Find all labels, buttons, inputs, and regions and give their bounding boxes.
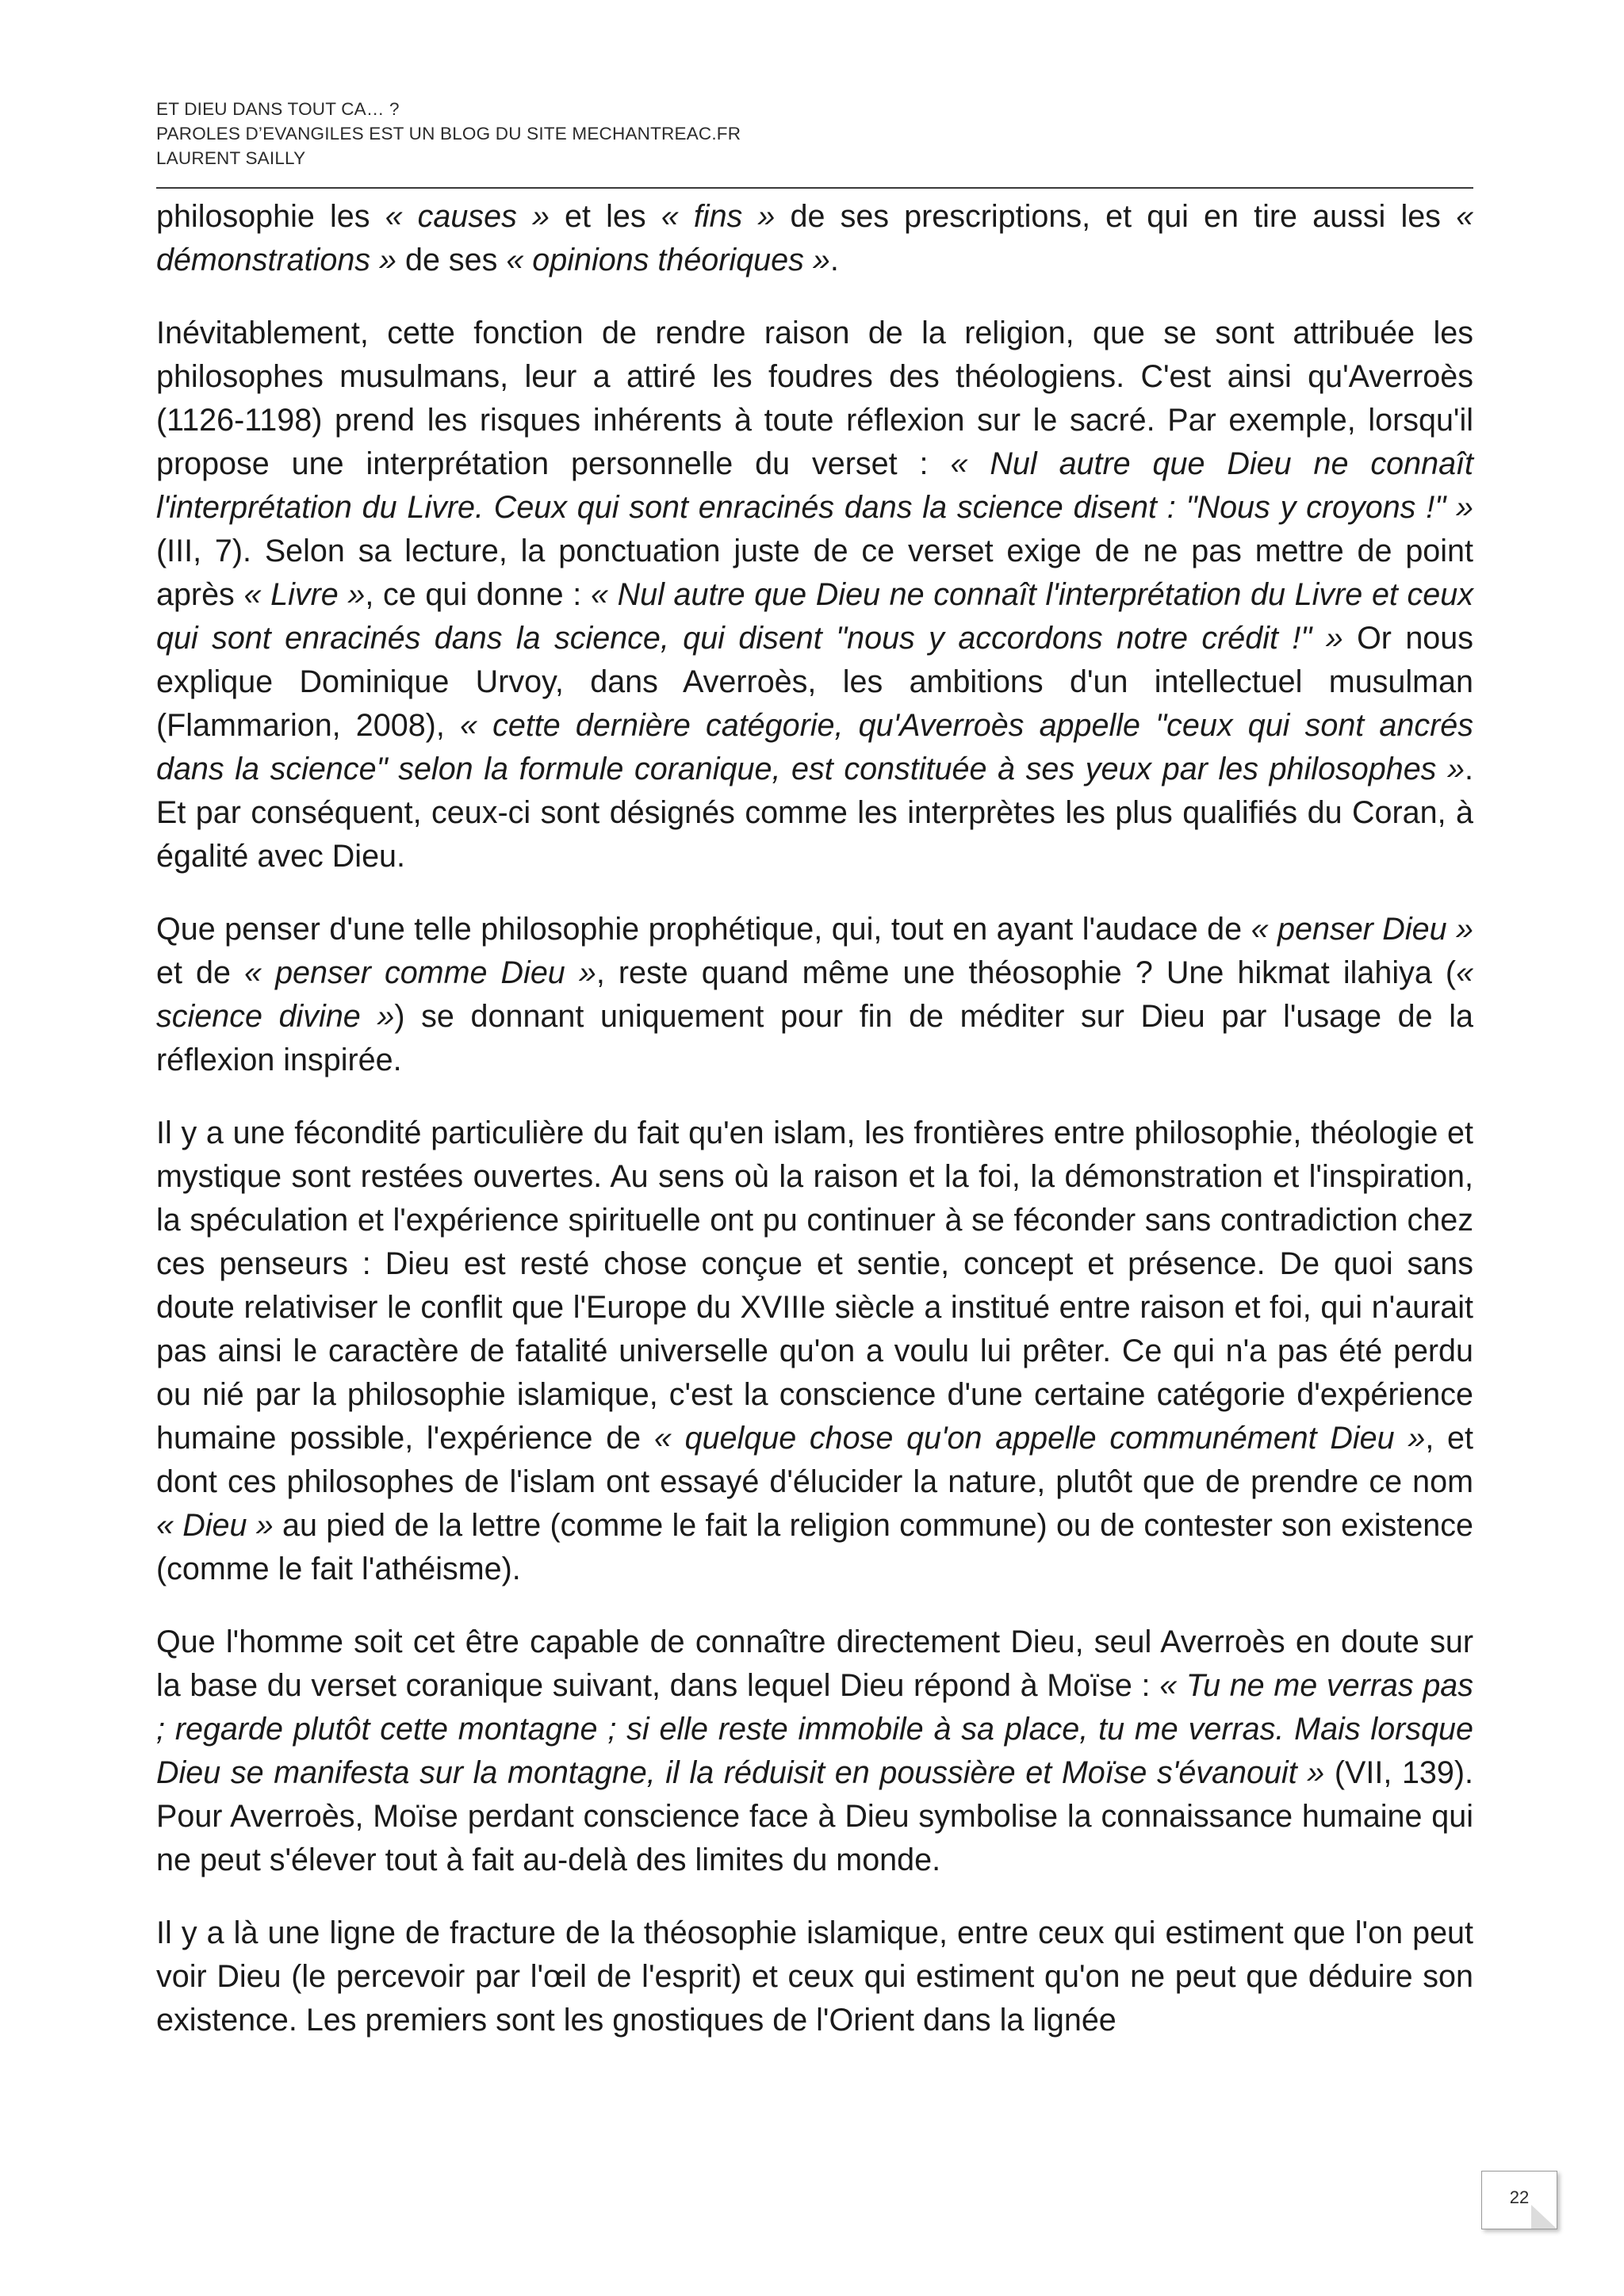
text-run: Que l'homme soit cet être capable de connaître directement Dieu, seul Averroès en doute sur la base du verset coranique suivant, dans lequel Dieu répond à Moïse : xyxy=(156,1624,1473,1703)
text-run: , ce qui donne : xyxy=(365,577,591,612)
italic-quote: « science divine » xyxy=(156,955,1474,1034)
paragraph xyxy=(156,1112,1473,1591)
header-blog-line: PAROLES D’EVANGILES EST UN BLOG DU SITE MECHANTREAC.FR xyxy=(156,124,741,144)
document-body xyxy=(156,195,1473,2072)
paragraph xyxy=(156,1621,1473,1882)
running-header xyxy=(156,97,1471,170)
text-run: , et dont ces philosophes de l'islam ont essayé d'élucider la nature, plutôt que de prendre ce nom xyxy=(156,1421,1473,1499)
header-title: ET DIEU DANS TOUT CA… ? xyxy=(156,99,400,119)
text-run: Inévitablement, cette fonction de rendre raison de la religion, que se sont attribuée les philosophes musulmans, leur a attiré les foudres des théologiens. C'est ainsi qu'Averroès (1126-1198) prend les risques inhérents à toute réflexion sur le sacré. Par exemple, lorsqu'il propose une interprétation personnelle du verset : xyxy=(156,316,1473,481)
header-divider xyxy=(156,187,1473,189)
text-run: Il y a là une ligne de fracture de la théosophie islamique, entre ceux qui estiment que l'on peut voir Dieu (le percevoir par l'œil de l'esprit) et ceux qui estiment qu'on ne peut que déduire son existence. Les premiers sont les gnostiques de l'Orient dans la lignée xyxy=(156,1915,1473,2038)
text-run: et de xyxy=(156,955,245,990)
header-author: LAURENT SAILLY xyxy=(156,148,306,168)
italic-quote: « causes » xyxy=(385,199,550,234)
italic-quote: « opinions théoriques » xyxy=(506,243,830,277)
text-run: de ses prescriptions, et qui en tire aussi les xyxy=(775,199,1457,234)
italic-quote: « cette dernière catégorie, qu'Averroès appelle "ceux qui sont ancrés dans la science" selon la formule coranique, est constituée à ses yeux par les philosophes » xyxy=(156,708,1473,786)
page-number: 22 xyxy=(1509,2187,1530,2207)
paragraph xyxy=(156,195,1473,282)
text-run: (III, 7). Selon sa lecture, la ponctuation juste de ce verset exige de ne pas mettre de point après xyxy=(156,534,1473,612)
paragraph xyxy=(156,312,1473,878)
text-run: et les xyxy=(549,199,661,234)
italic-quote: « Nul autre que Dieu ne connaît l'interprétation du Livre. Ceux qui sont enracinés dans la science disent : "Nous y croyons !" » xyxy=(156,446,1474,525)
page-curl-icon xyxy=(1531,2205,1557,2229)
text-run: philosophie les xyxy=(156,199,385,234)
text-run: . xyxy=(829,243,839,277)
text-run: ) se donnant uniquement pour fin de méditer sur Dieu par l'usage de la réflexion inspirée. xyxy=(156,999,1473,1077)
page-number-box xyxy=(1481,2171,1557,2229)
paragraph xyxy=(156,908,1473,1082)
italic-quote: « penser Dieu » xyxy=(1251,912,1473,947)
text-run: (VII, 139). Pour Averroès, Moïse perdant conscience face à Dieu symbolise la connaissance humaine qui ne peut s'élever tout à fait au-delà des limites du monde. xyxy=(156,1755,1473,1877)
text-run: Or nous explique Dominique Urvoy, dans Averroès, les ambitions d'un intellectuel musulman (Flammarion, 2008), xyxy=(156,621,1473,743)
italic-quote: « quelque chose qu'on appelle communément Dieu » xyxy=(653,1421,1426,1456)
italic-quote: « Tu ne me verras pas ; regarde plutôt cette montagne ; si elle reste immobile à sa place, tu me verras. Mais lorsque Dieu se manifesta sur la montagne, il la réduisit en poussière et Moïse s'évanouit » xyxy=(156,1668,1474,1790)
text-run: Il y a une fécondité particulière du fait qu'en islam, les frontières entre philosophie, théologie et mystique sont restées ouvertes. Au sens où la raison et la foi, la démonstration et l'inspiration, la spéculation et l'expérience spirituelle ont pu continuer à se féconder sans contradiction chez ces penseurs : Dieu est resté chose conçue et sentie, concept et présence. De quoi sans doute relativiser le conflit que l'Europe du XVIIIe siècle a institué entre raison et foi, qui n'aurait pas ainsi le caractère de fatalité universelle qu'on a voulu lui prêter. Ce qui n'a pas été perdu ou nié par la philosophie islamique, c'est la conscience d'une certaine catégorie d'expérience humaine possible, l'expérience de xyxy=(156,1115,1473,1456)
italic-quote: « fins » xyxy=(661,199,776,234)
italic-quote: « Livre » xyxy=(243,577,366,612)
italic-quote: « penser comme Dieu » xyxy=(244,955,596,990)
italic-quote: « Dieu » xyxy=(156,1508,274,1543)
text-run: de ses xyxy=(396,243,507,277)
italic-quote: « démonstrations » xyxy=(156,199,1474,277)
text-run: au pied de la lettre (comme le fait la religion commune) ou de contester son existence (comme le fait l'athéisme). xyxy=(156,1508,1473,1586)
text-run: Que penser d'une telle philosophie prophétique, qui, tout en ayant l'audace de xyxy=(156,912,1251,947)
text-run: , reste quand même une théosophie ? Une hikmat ilahiya ( xyxy=(596,955,1457,990)
text-run: . Et par conséquent, ceux-ci sont désignés comme les interprètes les plus qualifiés du Coran, à égalité avec Dieu. xyxy=(156,752,1473,874)
paragraph xyxy=(156,1911,1473,2042)
italic-quote: « Nul autre que Dieu ne connaît l'interprétation du Livre et ceux qui sont enracinés dans la science, qui disent "nous y accordons notre crédit !" » xyxy=(156,577,1473,656)
